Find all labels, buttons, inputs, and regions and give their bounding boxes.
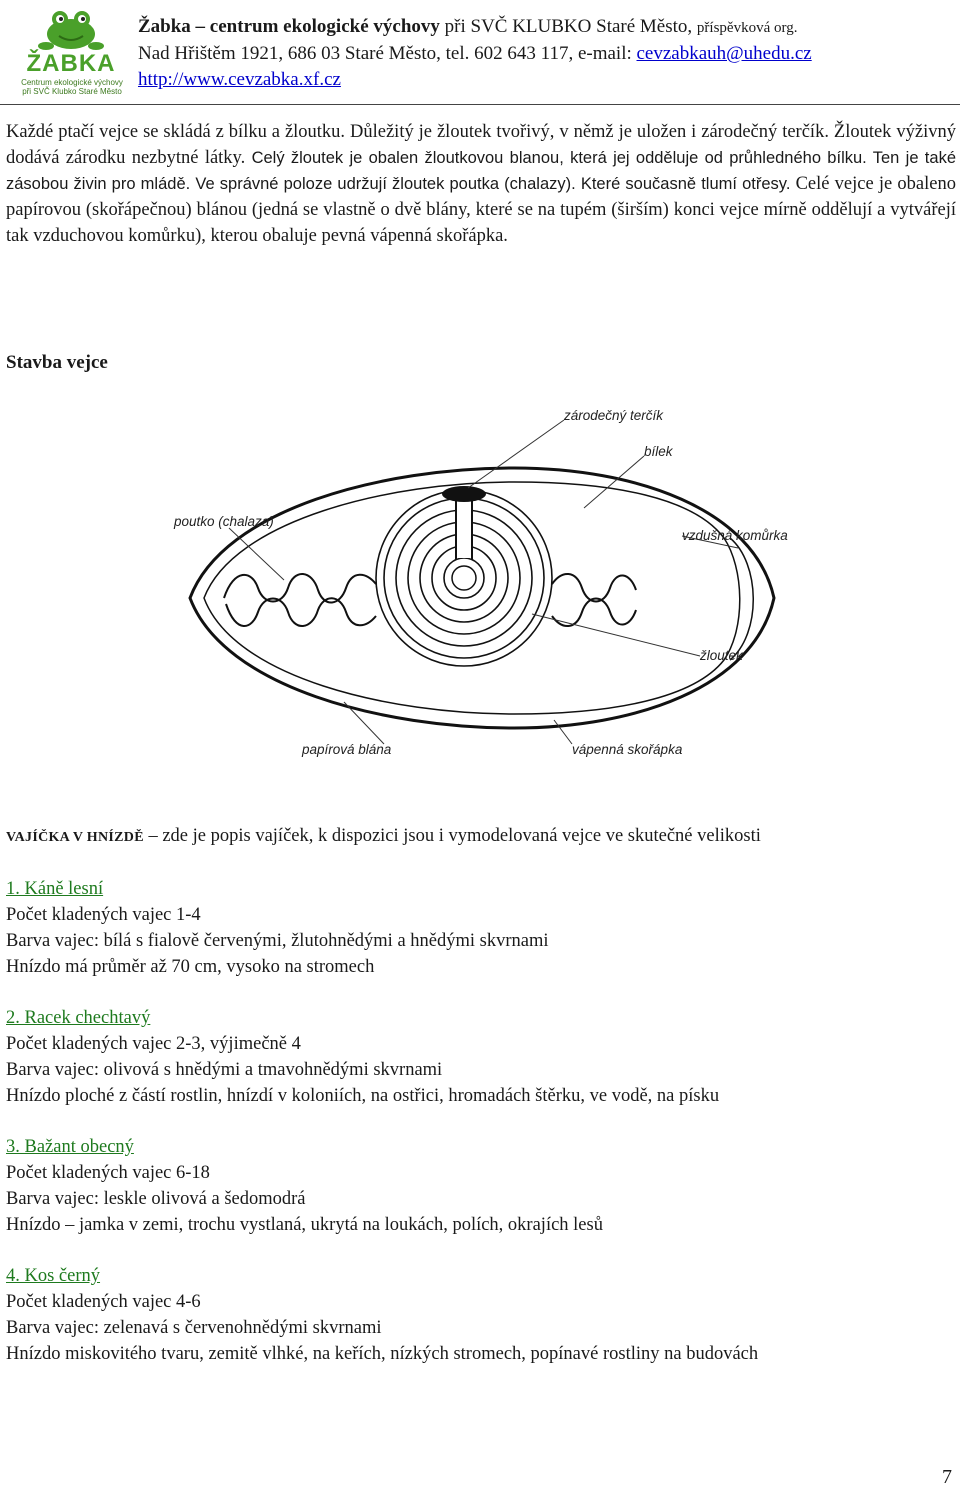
logo-name: ŽABKA bbox=[26, 50, 116, 77]
bird-entry bbox=[6, 1134, 956, 1238]
bird-entry bbox=[6, 1263, 956, 1367]
bird-line: Barva vajec: olivová s hnědými a tmavohnědými skvrnami bbox=[6, 1060, 443, 1080]
chalaza-right bbox=[552, 574, 636, 602]
label-papirova-blana: papírová blána bbox=[302, 742, 392, 757]
bird-line: Hnízdo miskovitého tvaru, zemitě vlhké, na keřích, nízkých stromech, popínavé rostliny na budovách bbox=[6, 1344, 759, 1364]
label-vzdusna-komurka: vzdušná komůrka bbox=[682, 528, 788, 543]
bird-name[interactable]: 3. Bažant obecný bbox=[6, 1137, 134, 1157]
bird-list bbox=[6, 876, 956, 1392]
label-zloutek: žloutek bbox=[700, 648, 743, 663]
bird-entry bbox=[6, 876, 956, 980]
header-org-type: příspěvková org. bbox=[696, 20, 798, 36]
bird-line: Barva vajec: bílá s fialově červenými, žlutohnědými a hnědými skvrnami bbox=[6, 931, 549, 951]
label-vapenna-skorapka: vápenná skořápka bbox=[572, 742, 683, 757]
bird-line: Počet kladených vajec 1-4 bbox=[6, 905, 201, 925]
bird-line: Barva vajec: zelenavá s červenohnědými skvrnami bbox=[6, 1318, 382, 1338]
bird-line: Počet kladených vajec 6-18 bbox=[6, 1163, 210, 1183]
eggs-in-nest-title: VAJÍČKA V HNÍZDĚ bbox=[6, 830, 144, 845]
germinal-disc bbox=[442, 486, 486, 502]
frog-icon bbox=[12, 4, 130, 54]
header-line-3 bbox=[138, 67, 953, 93]
bird-name[interactable]: 4. Kos černý bbox=[6, 1266, 101, 1286]
eggs-in-nest-description: – zde je popis vajíček, k dispozici jsou i vymodelovaná vejce ve skutečné velikosti bbox=[143, 826, 761, 846]
egg-shell bbox=[190, 468, 774, 728]
header-divider bbox=[0, 104, 960, 105]
email-link[interactable]: cevzabkauh@uhedu.cz bbox=[636, 43, 812, 64]
label-zarodecny-tercik: zárodečný terčík bbox=[564, 408, 664, 423]
label-poutko: poutko (chalaza) bbox=[174, 514, 274, 529]
intro-part-1: Každé ptačí vejce se skládá z bílku a žloutku. Důležitý je žloutek tvořivý, v němž je uložen i zárodečný terčík. Žloutek výživný dodává zárodku nezbytné látky. bbox=[6, 122, 956, 168]
intro-part-2: Celý žloutek je obalen žloutkovou blanou, která jej odděluje od průhledného bílku. Ten je také zásobou živin pro mládě. Ve správné poloze udržují žloutek poutka (chalazy). Které současně tlumí otřesy. bbox=[6, 149, 956, 193]
bird-line: Barva vajec: leskle olivová a šedomodrá bbox=[6, 1189, 306, 1209]
logo bbox=[12, 4, 130, 104]
header-title: Žabka – centrum ekologické výchovy bbox=[138, 16, 440, 37]
bird-line: Počet kladených vajec 4-6 bbox=[6, 1292, 201, 1312]
bird-entry bbox=[6, 1005, 956, 1109]
intro-paragraph bbox=[6, 119, 956, 249]
intro-part-3: Celé vejce je obaleno papírovou (skořápečnou) blánou (jedná se vlastně o dvě blány, které se na tupém (širším) konci vejce mírně oddělují a vytvářejí tak vzduchovou komůrku), kterou obaluje pevná vápenná skořápka. bbox=[6, 174, 956, 246]
section-title: Stavba vejce bbox=[6, 352, 108, 373]
bird-line: Hnízdo má průměr až 70 cm, vysoko na stromech bbox=[6, 957, 375, 977]
bird-line: Hnízdo – jamka v zemi, trochu vystlaná, ukrytá na loukách, polích, okrajích lesů bbox=[6, 1215, 603, 1235]
bird-name[interactable]: 1. Káně lesní bbox=[6, 879, 104, 899]
letterhead bbox=[138, 14, 953, 93]
bird-line: Hnízdo ploché z částí rostlin, hnízdí v koloniích, na ostřici, hromadách štěrku, ve vodě, na písku bbox=[6, 1086, 720, 1106]
bird-name[interactable]: 2. Racek chechtavý bbox=[6, 1008, 151, 1028]
page-number: 7 bbox=[942, 1466, 952, 1488]
logo-subtitle: Centrum ekologické výchovy při SVČ Klubko Staré Město bbox=[21, 78, 123, 96]
egg-diagram bbox=[134, 398, 830, 770]
bird-line: Počet kladených vajec 2-3, výjimečně 4 bbox=[6, 1034, 301, 1054]
chalaza-left bbox=[224, 574, 376, 603]
website-link[interactable]: http://www.cevzabka.xf.cz bbox=[138, 69, 341, 90]
header-line-2 bbox=[138, 41, 953, 67]
label-bilek: bílek bbox=[644, 444, 673, 459]
header-address: Nad Hřištěm 1921, 686 03 Staré Město, tel. 602 643 117, e-mail: bbox=[138, 43, 637, 64]
eggs-in-nest-heading bbox=[6, 826, 761, 847]
header-line-1 bbox=[138, 14, 953, 41]
header-title-rest: při SVČ KLUBKO Staré Město, bbox=[439, 16, 697, 37]
